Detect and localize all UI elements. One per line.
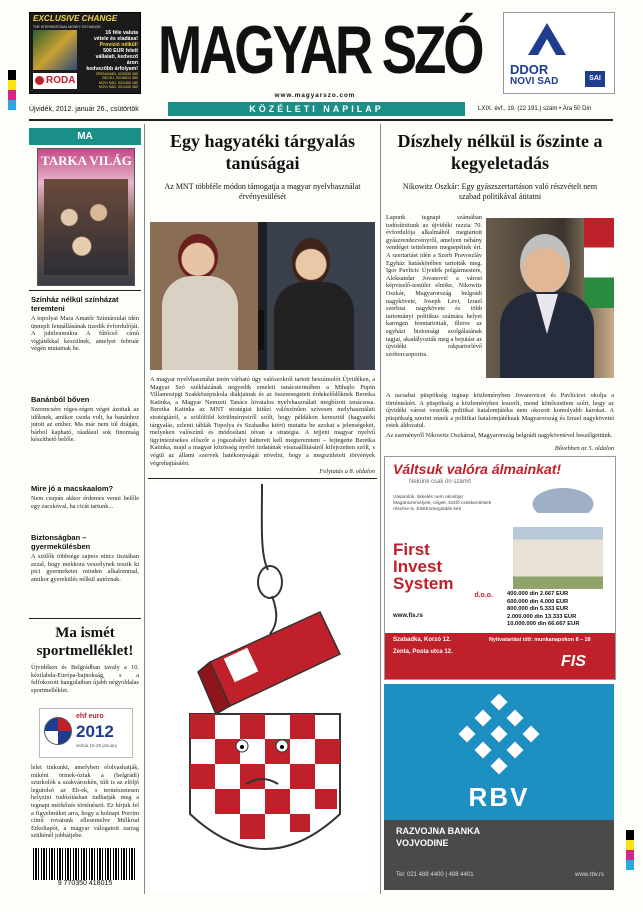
roda-circle-icon	[35, 76, 44, 85]
exchange-ad-text	[80, 30, 138, 72]
sidebar-item-title: Banánból bőven	[31, 395, 90, 404]
fis-price-row: 800.000 din 5.333 EUR	[507, 606, 569, 613]
exchange-ad-image	[33, 30, 77, 70]
sidebar-item[interactable]	[31, 395, 139, 444]
rbv-footer	[384, 820, 614, 890]
issue-date: Újvidék, 2012. január 26., csütörtök	[29, 106, 139, 113]
rbv-star-icon	[439, 694, 559, 784]
masthead-website[interactable]: www.magyarszo.com	[274, 92, 356, 99]
article2-photo	[486, 218, 614, 378]
exchange-ad-line: 500 EUR felett	[103, 48, 138, 54]
article2-body-3: Az eseményről Nikowitz Oszkárral, Magyarország belgrádi nagykövetével beszélgettünk.	[386, 432, 613, 439]
fis-prices	[507, 591, 607, 629]
article1-headline[interactable]: Egy hagyatéki tárgyalás tanúságai	[169, 131, 355, 173]
ehf-sub: serbia 15-29 january	[76, 743, 118, 748]
exchange-ad-line: vétele és eladása!	[93, 36, 138, 42]
article2-headline[interactable]: Díszhely nélkül is őszinte a kegyeletadás	[397, 131, 603, 173]
cartoon	[150, 484, 375, 892]
ma-label: MA	[29, 128, 141, 145]
sidebar-item-body: Szerencsére réges-régen véget ázottak az időknek, amikor csoda volt, ha banánhoz jutott az ember. Ma már nem túl drágán, bárhol kapható, ráadásul sok finomság készíthető belőle.	[31, 406, 139, 444]
exchange-ad-line: áron	[126, 60, 138, 66]
barcode-number: 9 770350 418015	[33, 880, 137, 887]
ddor-city: NOVI SAD	[510, 76, 559, 87]
exchange-ad-tag: THE INTERNATIONAL MONEY EXCHANGE	[33, 25, 101, 29]
roda-label: RODA	[46, 75, 76, 86]
fis-price-row: 2.000.000 din 13.333 EUR	[507, 613, 577, 620]
person-right-body	[274, 282, 354, 370]
fis-brand	[393, 541, 493, 600]
fis-house-image	[513, 527, 603, 589]
rbv-line: VOJVODINE	[396, 838, 449, 848]
fis-ad[interactable]	[384, 456, 616, 680]
roda-logo	[33, 73, 77, 89]
ddor-ad[interactable]	[503, 12, 615, 94]
fis-footer	[385, 633, 615, 679]
fis-brand-line: System	[393, 574, 454, 593]
issue-number: LXIX. évf., 19. (22 191.) szám • Ára 50 Din	[478, 106, 592, 112]
rbv-phone: Tel: 021 488 4400 | 488 4401	[396, 872, 474, 878]
sidebar-item-title: Színház nélkül színházat teremteni	[31, 295, 119, 313]
exchange-phone: BECEJ, 021/6912 380	[102, 76, 138, 81]
fis-sub: Nekünk csak ön számít	[409, 479, 472, 485]
sidebar-item-body: A topolyai Mara Amatőr Színtársulat idén ünnepli fennállásának tizedik évfordulóját. A jubileumukra A fűtőcső című vígjátékkal készülnek, amelyet február végén mutatnak be.	[31, 315, 139, 353]
fis-brand-line: First	[393, 540, 430, 559]
sidebar-item[interactable]	[31, 533, 139, 583]
column-rule	[380, 124, 381, 894]
exchange-ad[interactable]	[29, 12, 141, 94]
exchange-ad-phones	[80, 72, 138, 90]
article1-photo	[150, 222, 375, 370]
article2-body-2: A tacsabai püspökség tegnap közleményben Jovanovicot és Pavlicicet okolja a történtekért. A püspökség a közleményben leszerli, mond kötelezettem széri, hogy az újvidéki városi vezetők politikai hatalomjátéka nem okozott komolyabb károkat. A püspökség szerint ennek a politikai hatalomjátéknak Magyarország és Izrael nagykövetei estek áldozatul.	[386, 392, 614, 430]
exchange-phone: ZRENJANIN, 023/530 360	[95, 72, 138, 76]
fis-brand-suffix: d.o.o.	[474, 592, 493, 599]
rbv-ad[interactable]	[384, 684, 614, 890]
rbv-name: RBV	[468, 782, 530, 812]
sidebar-item-body: Nem csupán akkor érdemes venni belőle egy zacskóval, ha cicát tartunk...	[31, 495, 139, 510]
barcode	[33, 848, 137, 880]
article2-subhead: Nikowitz Oszkár: Egy gyászszertartáson való részvételt nem szabad politikával átitatni	[402, 182, 598, 201]
magazine-photo	[44, 179, 128, 275]
exchange-ad-line: 16 féle valuta	[105, 30, 138, 36]
fis-price-row: 400.000 din 2.667 EUR	[507, 591, 569, 597]
masthead-subtitle: KÖZÉLETI NAPILAP	[168, 102, 465, 116]
rbv-line: RAZVOJNA BANKA	[396, 826, 481, 836]
person-left-body	[162, 276, 238, 370]
article2-continued[interactable]: Bővebben az 5. oldalon	[554, 445, 614, 452]
color-registration-bar	[8, 70, 16, 110]
ehf-ball-icon	[44, 717, 72, 745]
sidebar-rule	[29, 618, 141, 619]
person-left-head	[178, 234, 218, 280]
ehf-label: ehf euro	[76, 713, 104, 720]
masthead-rule	[29, 119, 613, 121]
rbv-url[interactable]: www.rbv.rs	[575, 872, 604, 878]
article1-subhead: Az MNT többféle módon támogatja a magyar nyelvhasználat érvényesülését	[164, 182, 361, 201]
exchange-ad-line: vállalati, kedvező	[95, 54, 138, 60]
sai-badge: SAI	[585, 71, 605, 87]
magazine-cover[interactable]	[37, 148, 135, 286]
fis-url[interactable]: www.fis.rs	[393, 613, 423, 619]
exchange-ad-line: Provízió nélkül!	[99, 42, 138, 48]
fis-price-row: 600.000 din 4.000 EUR	[507, 598, 569, 605]
person-head	[520, 234, 570, 294]
article2-body: Lapunk tegnapi számában tudósítottunk az újvidéki razzia 70. évfordulója alkalmából megtartott gyászrendezvényről, amelyen néhány vendéget tettelemen megsepéitek ért. A szertartást idén a Szerb Pravoszláv Egyház hatáskörében tartották meg. Igor Pavlicic Újvidék polgármestere, Aleksandar Jovanović a városi képviselő-testület elnöke, Nikowitz Oszkár, Magyarország belgrádi nagykövete, Joseph Levi, Izrael szerbiai nagykövete és több tartományi politikus számára helyet karingen fenntartottak, illetve az egyházi biztonsági szolgálatának tagjai, akadályozták meg a bejutást az újvidéki rakpartorlévő szoborcsoportra.	[386, 214, 482, 358]
sidebar-item[interactable]	[31, 484, 139, 510]
ddor-logo-icon	[524, 19, 570, 59]
fis-headline: Váltsuk valóra álmainkat!	[393, 461, 562, 477]
exchange-ad-title: EXCLUSIVE CHANGE	[33, 14, 118, 23]
fis-brand-line: Invest	[393, 557, 443, 576]
sidebar-item[interactable]	[31, 295, 139, 353]
fis-logo: FIS	[561, 653, 586, 670]
sidebar-item-body: A szülők többsége sajnos nincs tisztában azzal, hogy mekkora veszélynek teszik ki pici gyermeketet minden alkalommal, amikor gyerekülés nélkül autóznak.	[31, 553, 139, 583]
microphone-icon	[258, 310, 264, 350]
fis-hours: Nyitvatartási idő: munkanapokon 8 – 18	[489, 637, 591, 643]
color-registration-bar	[626, 830, 634, 870]
person-right-head	[292, 238, 330, 286]
sport-headline[interactable]: Ma ismét sportmelléklet!	[36, 625, 134, 659]
article1-body: A magyar nyelvhasználat terén várható úgy valószokról tartott beszámolót Újvidéken, a Magyar Szó székházának negyedik emeleti tanácstermében a Mihajlo Pupin Villamosipgi Szakközépiskola diákjainak és az összeesegetett érdekelődőknek Beretka Katinka, a Magyar Nemzeti Tanács hivatalos nyelvhasználati megbízott tanácsosa. Beretka Katinka az MNT stratégiai kitűzi valószínűen szívesen melyhasználati stratégiáról, a szülőföld körülményeiről szólt, hogy példákon keresztül (hagyatéki tárgyalás, szlenti táblák Topolya és Szabadka kiért) mutatta be azokat a jelenségeket, melyeken valószínű és módosítani tévan a stratégia. A tejjeni magyar nyelvű ügyintézésekes előszőr a jogszabályi háttereit kell megteremteni – fejtegette Beretka Katinka, majd a magyar közösség nyelvi tudatának visszaállításáról kifejezetten szólt, s végül az állami szervek hatékonyságát növelni, hogy a megszületett törvények végrehajtásáért.	[150, 376, 375, 467]
sidebar-rule	[29, 290, 141, 291]
article1-continued[interactable]: Folytatás a 8. oldalon	[319, 468, 375, 475]
ddor-name: DDOR	[510, 62, 549, 77]
exchange-ad-line: kedvezőbb árfolyam!	[86, 66, 138, 72]
sidebar-item-title: Biztonságban – gyermekülésben	[31, 533, 91, 551]
flag	[584, 218, 614, 308]
column-rule	[144, 124, 145, 894]
ehf-logo	[39, 708, 133, 758]
fis-address: Szabadka, Korzó 12.	[393, 637, 452, 643]
masthead-title: MAGYAR SZÓ	[158, 12, 482, 88]
sport-body: Újvidéken és Belgrádban tavaly a 10. kézilabda-Európa-bajnokság, s a felfokozott hangulatban újabb négyoldalas sportmelléklet.	[31, 664, 139, 694]
fis-address: Zenta, Posta utca 12.	[393, 649, 453, 655]
cartoon-noose-icon	[150, 484, 375, 892]
sidebar	[29, 128, 141, 888]
sport-body-2: lelet tinkunkt, amelyben elolvashatják, miként örmek-óztak a (belgrádi) szurkolók a szakvároskén, túlt is az elöljő legutolsó az Eb-ek, s természetesen helyzini tudósításban tudhatják meg a tegnapi mérkőzés történéseit. Ez hírjuk fel a figyelmüket arra, hogy a holnapi Porrim című rovatunk ellesemelve Mélkrud Erkoltapót, a magyar válogatott zarrag szülténél jobbátjebe.	[31, 764, 139, 840]
exchange-phone: NOVI SAD, 021/430 380	[98, 85, 138, 90]
ehf-year: 2012	[76, 722, 114, 741]
magazine-title: TARKA VILÁG	[41, 153, 132, 168]
article-rule	[148, 478, 377, 479]
fis-price-row: 10.000.000 din 66.667 EUR	[507, 621, 580, 628]
fis-car-image	[523, 483, 603, 513]
sidebar-item-title: Mire jó a macskaalom?	[31, 484, 114, 493]
exchange-phone: NOVI SAD, 021/450 180	[98, 80, 138, 85]
fis-intro: Vásárolók, tikkelés nem okosítja! Magánszemélyek, cégek, közlő csökkentésiek részére is. Elektromegoldás kéri	[393, 495, 492, 512]
